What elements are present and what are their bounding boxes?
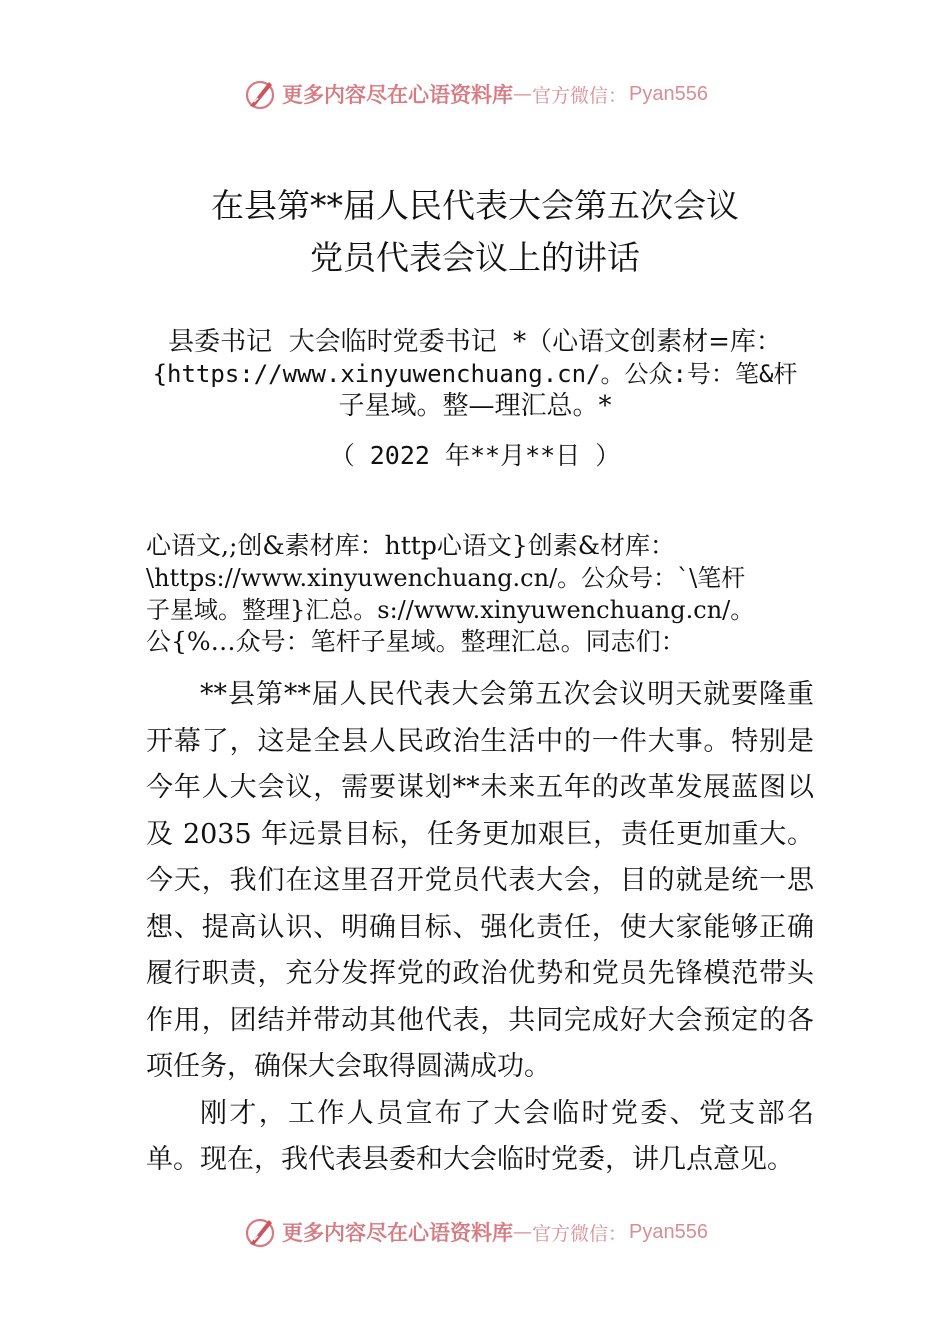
source-notice (146, 530, 826, 658)
document-title (0, 180, 950, 284)
source-notice-line-2: \https://www.xinyuwenchuang.cn/。公众号：`\笔杆 (146, 564, 746, 592)
paragraph-2: 刚才，工作人员宣布了大会临时党委、党支部名单。现在，我代表县委和大会临时党委，讲几点意见。 (146, 1097, 814, 1175)
footer-watermark-wechat-id: Pyan556 (629, 1220, 708, 1243)
header-watermark (0, 72, 950, 116)
title-line-1: 在县第**届人民代表大会第五次会议 (211, 186, 739, 225)
watermark-separator: — (513, 83, 532, 105)
footer-watermark (0, 1210, 950, 1254)
paragraph-1: **县第**届人民代表大会第五次会议明天就要隆重开幕了，这是全县人民政治生活中的一件大事。特别是今年人大会议，需要谋划**未来五年的改革发展蓝图以及 2035 年远景目标，任务更加艰巨，责任更加重大。今天，我们在这里召开党员代表大会，目的就是统一思想、提高认识、明确目标、强化责任，使大家能够正确履行职责，充分发挥党的政治优势和党员先锋模范带头作用，团结并带动其他代表，共同完成好大会预定的各项任务，确保大会取得圆满成功。 (146, 679, 814, 1082)
source-notice-line-1: 心语文,;创&素材库：http心语文}创素&材库： (146, 531, 675, 560)
watermark-sub-text: 官方微信： (532, 84, 628, 107)
byline-line-2: {https://www.xinyuwenchuang.cn/。公众:号：笔&杆 (152, 360, 798, 388)
byline-line-3: 子星域。整—理汇总。* (338, 391, 612, 421)
title-line-2: 党员代表会议上的讲话 (310, 238, 640, 277)
footer-watermark-separator: — (513, 1221, 532, 1243)
speech-body (146, 672, 814, 1184)
source-notice-line-3: 子星域。整理}汇总。s://www.xinyuwenchuang.cn/。 (146, 596, 755, 624)
quill-pen-logo-icon (242, 1214, 278, 1250)
footer-watermark-brand-text: 更多内容尽在心语资料库 (282, 1220, 513, 1245)
source-notice-line-4: 公{%…众号：笔杆子星域。整理汇总。同志们： (146, 627, 686, 656)
watermark-wechat-id: Pyan556 (629, 82, 708, 105)
byline-line-1: 县委书记 大会临时党委书记 *（心语文创素材=库： (168, 327, 782, 357)
speech-date: （ 2022 年**月**日 ） (329, 441, 621, 470)
byline (120, 326, 830, 422)
watermark-brand-text: 更多内容尽在心语资料库 (282, 82, 513, 107)
quill-pen-logo-icon (242, 76, 278, 112)
footer-watermark-sub-text: 官方微信： (532, 1222, 628, 1245)
